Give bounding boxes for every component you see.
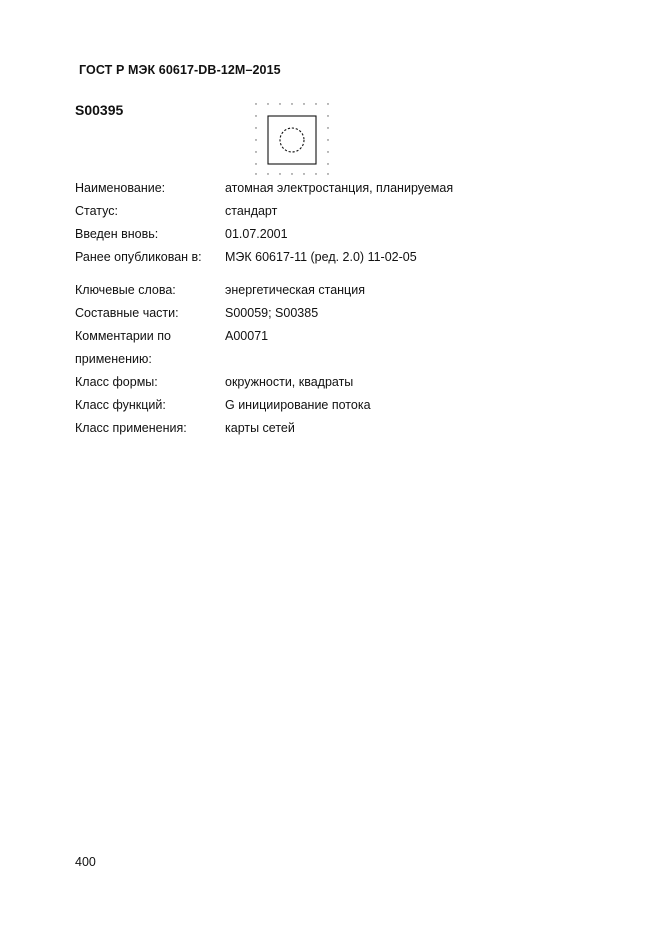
field-name (75, 177, 595, 200)
field-parts (75, 302, 595, 325)
field-introduced (75, 223, 595, 246)
symbol-square (268, 116, 316, 164)
field-label: Ключевые слова: (75, 283, 176, 297)
field-comments (75, 325, 595, 371)
field-label: Составные части: (75, 306, 179, 320)
field-published (75, 246, 595, 269)
field-label: Ранее опубликован в: (75, 250, 202, 264)
square-with-dashed-circle-icon (250, 98, 332, 178)
field-label: Класс формы: (75, 375, 158, 389)
symbol-code: S00395 (75, 102, 124, 118)
field-label: Введен вновь: (75, 227, 159, 241)
document-header: ГОСТ Р МЭК 60617-DB-12M–2015 (79, 63, 281, 77)
field-value: A00071 (225, 329, 269, 343)
field-value: атомная электростанция, планируемая (225, 181, 454, 195)
field-value: МЭК 60617-11 (ред. 2.0) 11-02-05 (225, 250, 417, 264)
field-value: стандарт (225, 204, 278, 218)
field-value: 01.07.2001 (225, 227, 288, 241)
field-function-class (75, 394, 595, 417)
field-shape-class (75, 371, 595, 394)
field-label: Класс применения: (75, 421, 187, 435)
field-value: окружности, квадраты (225, 375, 354, 389)
field-label-line: Комментарии по (75, 329, 171, 343)
field-label: Класс функций: (75, 398, 166, 412)
field-label-line: применению: (75, 352, 152, 366)
field-label: Наименование: (75, 181, 166, 195)
page-number: 400 (75, 855, 96, 869)
field-value: энергетическая станция (225, 283, 365, 297)
field-keywords (75, 279, 595, 302)
field-value: карты сетей (225, 421, 295, 435)
group-spacer (75, 269, 595, 279)
field-value: S00059; S00385 (225, 306, 319, 320)
symbol-dashed-circle (280, 128, 304, 152)
field-application-class (75, 417, 595, 440)
field-label: Статус: (75, 204, 118, 218)
attribute-list (75, 177, 595, 440)
field-value: G инициирование потока (225, 398, 371, 412)
field-status (75, 200, 595, 223)
field-label (75, 325, 225, 371)
